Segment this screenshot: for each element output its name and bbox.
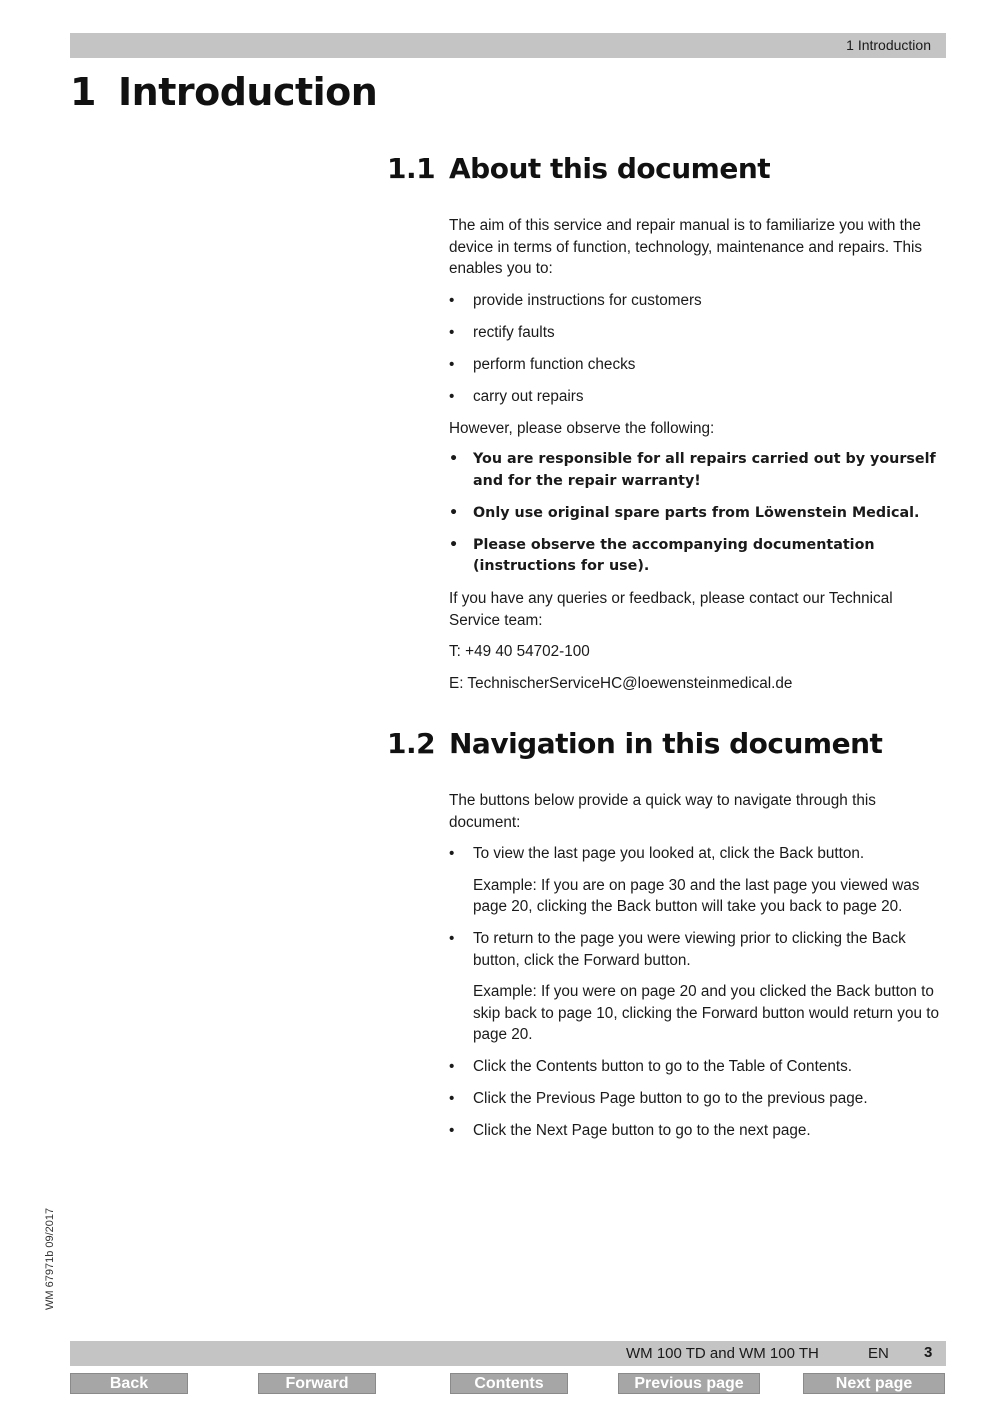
footer-page-number: 3 (924, 1344, 933, 1361)
observe-text: However, please observe the following: (449, 419, 715, 437)
footer-product: WM 100 TD and WM 100 TH (626, 1345, 819, 1362)
footer-language: EN (868, 1345, 889, 1362)
list-item: • Click the Previous Page button to go to the previous page. (449, 1088, 946, 1110)
warnings-list (449, 449, 946, 578)
bullet-glyph: • (449, 930, 455, 947)
list-item: • Click the Next Page button to go to the next page. (449, 1120, 946, 1142)
list-item: • To return to the page you were viewing prior to clicking the Back button, click the Forward button. Example: If you were on page 20 and you clicked the Back button to skip back to page 10, clicking the Forward button would return you to page 20. (449, 928, 946, 1046)
list-item: • rectify faults (449, 322, 946, 344)
bullet-glyph: • (449, 845, 455, 862)
list-item: • carry out repairs (449, 386, 946, 408)
section-1-1-body (449, 215, 946, 704)
previous-page-button[interactable]: Previous page (618, 1373, 760, 1394)
navigation-list (449, 843, 946, 1142)
chapter-title-text: Introduction (118, 70, 378, 114)
bullet-glyph: • (449, 387, 455, 405)
running-header-title: 1 Introduction (846, 37, 931, 53)
capabilities-list (449, 290, 946, 408)
next-page-button[interactable]: Next page (803, 1373, 945, 1394)
footer-bar (70, 1341, 946, 1366)
bullet-glyph: • (449, 1058, 455, 1075)
running-header (70, 33, 946, 58)
bullet-glyph: • (449, 291, 455, 309)
back-button[interactable]: Back (70, 1373, 188, 1394)
bullet-glyph: • (449, 355, 455, 373)
bullet-glyph: • (449, 451, 459, 467)
bullet-glyph: • (449, 536, 459, 553)
forward-button[interactable]: Forward (258, 1373, 376, 1394)
list-item: • provide instructions for customers (449, 290, 946, 312)
warning-item: • You are responsible for all repairs carried out by yourself and for the repair warranty! (449, 451, 936, 489)
section-1-2-intro: The buttons below provide a quick way to navigate through this document: (449, 792, 876, 831)
chapter-title (70, 70, 377, 114)
warning-item: • Only use original spare parts from Löwenstein Medical. (449, 503, 946, 525)
example-text: Example: If you were on page 20 and you clicked the Back button to skip back to page 10, clicking the Forward button would return you to page 20. (473, 983, 939, 1043)
section-1-2-number: 1.2 (387, 727, 436, 760)
section-1-2-body (449, 790, 946, 1152)
list-item: • Click the Contents button to go to the Table of Contents. (449, 1056, 946, 1078)
bullet-glyph: • (449, 323, 455, 341)
warning-item: • Please observe the accompanying documentation (instructions for use). (449, 536, 875, 574)
list-item: • To view the last page you looked at, click the Back button. Example: If you are on page 30 and the last page you viewed was page 20, clicking the Back button will take you back to page 20. (449, 843, 946, 918)
contact-phone: T: +49 40 54702-100 (449, 643, 590, 660)
section-1-2-title-text: Navigation in this document (449, 727, 883, 760)
section-1-1-number: 1.1 (387, 152, 436, 185)
list-item: • perform function checks (449, 354, 946, 376)
contents-button[interactable]: Contents (450, 1373, 568, 1394)
contact-email: E: TechnischerServiceHC@loewensteinmedical.de (449, 674, 793, 692)
section-1-1-title (387, 152, 770, 185)
contact-text: If you have any queries or feedback, please contact our Technical Service team: (449, 590, 893, 629)
bullet-glyph: • (449, 504, 459, 521)
section-1-1-intro: The aim of this service and repair manual is to familiarize you with the device in terms of function, technology, maintenance and repairs. This enables you to: (449, 217, 923, 277)
bullet-glyph: • (449, 1090, 455, 1107)
section-1-2-title (387, 727, 882, 760)
example-text: Example: If you are on page 30 and the last page you viewed was page 20, clicking the Back button will take you back to page 20. (473, 876, 920, 915)
section-1-1-title-text: About this document (449, 152, 771, 185)
document-code: WM 67971b 09/2017 (44, 1207, 56, 1310)
bullet-glyph: • (449, 1122, 455, 1139)
chapter-number: 1 (70, 70, 96, 114)
